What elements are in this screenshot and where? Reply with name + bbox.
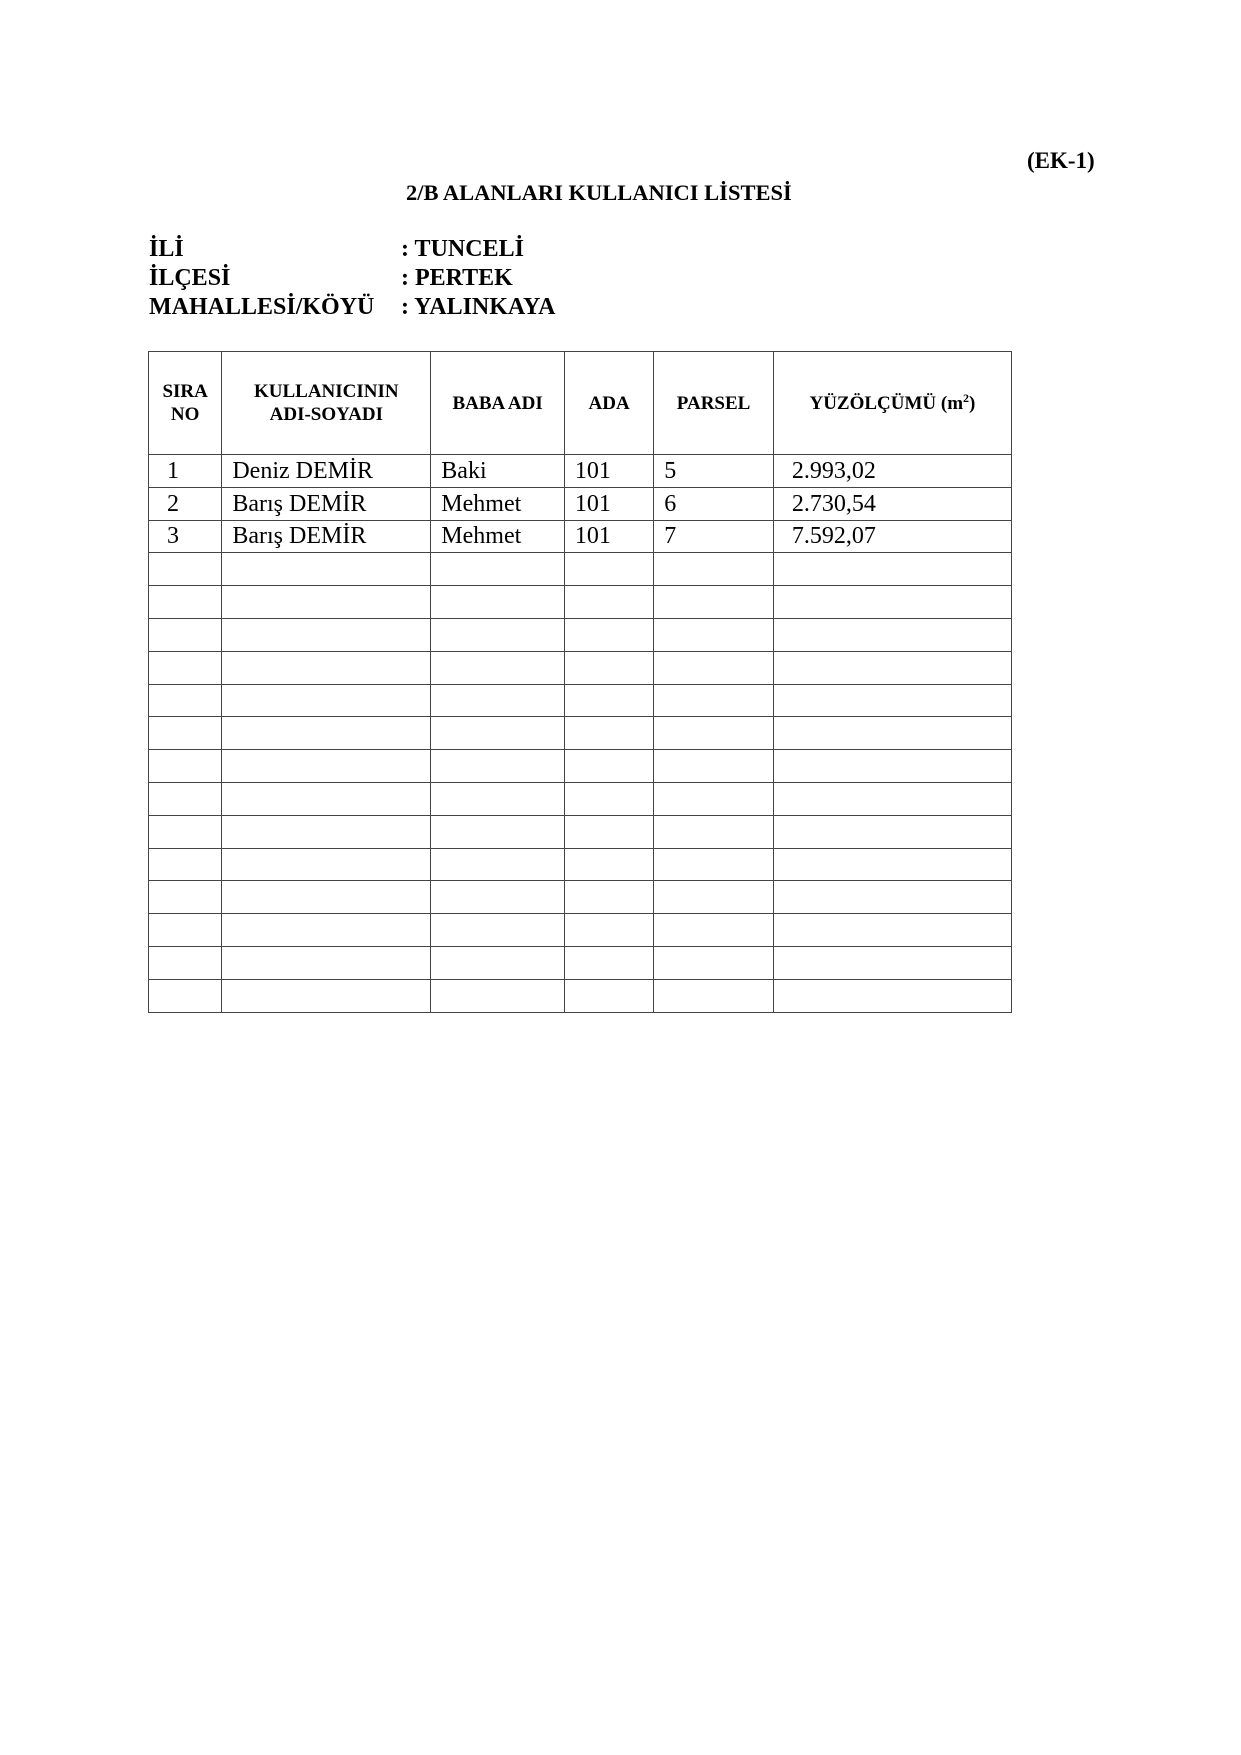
cell-baba-adi: Mehmet (431, 487, 565, 520)
empty-cell (222, 914, 431, 947)
empty-cell (773, 586, 1011, 619)
info-row-mahalle (149, 293, 556, 322)
empty-cell (149, 717, 222, 750)
empty-cell (654, 717, 774, 750)
cell-ada: 101 (564, 487, 653, 520)
empty-cell (431, 979, 565, 1012)
cell-sira: 3 (149, 520, 222, 553)
cell-sira: 2 (149, 487, 222, 520)
empty-cell (222, 979, 431, 1012)
info-row-il (149, 235, 556, 264)
empty-cell (431, 782, 565, 815)
header-yuzolcumu (773, 352, 1011, 455)
empty-cell (222, 717, 431, 750)
table-row (149, 487, 1012, 520)
empty-cell (222, 684, 431, 717)
empty-cell (564, 979, 653, 1012)
empty-table-row (149, 750, 1012, 783)
cell-parsel: 5 (654, 455, 774, 488)
header-kullanici-adi-soyadi (222, 352, 431, 455)
empty-cell (222, 881, 431, 914)
empty-cell (564, 881, 653, 914)
header-yuzolcumu-text: YÜZÖLÇÜMÜ (m (809, 392, 964, 414)
empty-cell (149, 684, 222, 717)
empty-cell (564, 684, 653, 717)
empty-cell (431, 618, 565, 651)
empty-cell (654, 618, 774, 651)
empty-table-row (149, 914, 1012, 947)
ilce-label: İLÇESİ (149, 265, 231, 291)
empty-table-row (149, 553, 1012, 586)
document-title: 2/B ALANLARI KULLANICI LİSTESİ (406, 180, 792, 205)
empty-cell (431, 848, 565, 881)
empty-cell (654, 881, 774, 914)
empty-cell (149, 848, 222, 881)
cell-yuzolcumu: 2.993,02 (773, 455, 1011, 488)
empty-cell (654, 848, 774, 881)
empty-table-row (149, 848, 1012, 881)
empty-cell (773, 979, 1011, 1012)
empty-cell (654, 782, 774, 815)
empty-cell (654, 651, 774, 684)
empty-cell (654, 553, 774, 586)
empty-cell (654, 684, 774, 717)
header-parsel: PARSEL (654, 352, 774, 455)
empty-cell (222, 586, 431, 619)
empty-table-row (149, 651, 1012, 684)
empty-cell (149, 881, 222, 914)
empty-cell (149, 782, 222, 815)
empty-cell (564, 618, 653, 651)
mahalle-label: MAHALLESİ/KÖYÜ (149, 294, 375, 320)
empty-cell (564, 914, 653, 947)
empty-cell (773, 717, 1011, 750)
cell-baba-adi: Mehmet (431, 520, 565, 553)
empty-cell (431, 750, 565, 783)
cell-parsel: 6 (654, 487, 774, 520)
empty-cell (222, 750, 431, 783)
empty-cell (149, 553, 222, 586)
empty-cell (431, 651, 565, 684)
empty-cell (564, 782, 653, 815)
empty-cell (222, 815, 431, 848)
ilce-value: : PERTEK (401, 265, 513, 291)
header-sira-line1: SIRA (162, 381, 208, 402)
header-sira-line2: NO (170, 404, 200, 425)
empty-cell (654, 914, 774, 947)
empty-cell (773, 553, 1011, 586)
empty-table-row (149, 979, 1012, 1012)
info-row-ilce (149, 264, 556, 293)
location-info (149, 235, 556, 322)
empty-cell (222, 848, 431, 881)
table-header-row (149, 352, 1012, 455)
empty-cell (773, 782, 1011, 815)
empty-cell (149, 618, 222, 651)
empty-cell (149, 750, 222, 783)
empty-cell (222, 946, 431, 979)
empty-cell (222, 553, 431, 586)
empty-cell (431, 881, 565, 914)
empty-cell (149, 815, 222, 848)
empty-cell (431, 717, 565, 750)
empty-table-row (149, 815, 1012, 848)
empty-cell (564, 553, 653, 586)
empty-cell (564, 815, 653, 848)
empty-cell (149, 946, 222, 979)
empty-cell (654, 979, 774, 1012)
empty-cell (431, 586, 565, 619)
cell-ad-soyad: Barış DEMİR (222, 520, 431, 553)
header-baba-adi: BABA ADI (431, 352, 565, 455)
header-kullanici-line1: KULLANICININ (253, 381, 399, 402)
cell-ad-soyad: Barış DEMİR (222, 487, 431, 520)
empty-cell (564, 848, 653, 881)
empty-cell (564, 586, 653, 619)
empty-table-row (149, 684, 1012, 717)
cell-parsel: 7 (654, 520, 774, 553)
empty-cell (773, 651, 1011, 684)
header-yuzolcumu-close: ) (969, 392, 976, 414)
annex-label: (EK-1) (1027, 148, 1095, 173)
empty-cell (149, 979, 222, 1012)
empty-cell (773, 815, 1011, 848)
empty-table-row (149, 586, 1012, 619)
empty-cell (431, 684, 565, 717)
il-label: İLİ (149, 236, 184, 262)
empty-cell (654, 815, 774, 848)
cell-baba-adi: Baki (431, 455, 565, 488)
empty-cell (564, 717, 653, 750)
empty-cell (149, 914, 222, 947)
table-row (149, 455, 1012, 488)
empty-cell (149, 651, 222, 684)
empty-cell (564, 651, 653, 684)
cell-sira: 1 (149, 455, 222, 488)
cell-yuzolcumu: 7.592,07 (773, 520, 1011, 553)
empty-cell (431, 946, 565, 979)
header-sira-no (149, 352, 222, 455)
empty-cell (431, 914, 565, 947)
empty-cell (654, 586, 774, 619)
user-list-table (148, 351, 1012, 1013)
empty-cell (654, 750, 774, 783)
empty-cell (773, 618, 1011, 651)
header-ada: ADA (564, 352, 653, 455)
empty-cell (773, 684, 1011, 717)
cell-ada: 101 (564, 520, 653, 553)
cell-ada: 101 (564, 455, 653, 488)
empty-cell (431, 815, 565, 848)
il-value: : TUNCELİ (401, 236, 524, 262)
header-yuzolcumu-sup: 2 (963, 390, 970, 405)
empty-cell (222, 651, 431, 684)
table-body (149, 455, 1012, 1013)
empty-cell (222, 782, 431, 815)
empty-table-row (149, 881, 1012, 914)
mahalle-value: : YALINKAYA (401, 294, 556, 320)
empty-cell (654, 946, 774, 979)
empty-cell (149, 586, 222, 619)
empty-table-row (149, 946, 1012, 979)
empty-table-row (149, 618, 1012, 651)
header-kullanici-line2: ADI-SOYADI (269, 404, 383, 425)
empty-cell (431, 553, 565, 586)
empty-cell (564, 946, 653, 979)
empty-cell (773, 848, 1011, 881)
empty-cell (773, 914, 1011, 947)
table-row (149, 520, 1012, 553)
empty-table-row (149, 782, 1012, 815)
empty-table-row (149, 717, 1012, 750)
cell-ad-soyad: Deniz DEMİR (222, 455, 431, 488)
empty-cell (773, 946, 1011, 979)
empty-cell (222, 618, 431, 651)
cell-yuzolcumu: 2.730,54 (773, 487, 1011, 520)
empty-cell (773, 750, 1011, 783)
empty-cell (564, 750, 653, 783)
empty-cell (773, 881, 1011, 914)
